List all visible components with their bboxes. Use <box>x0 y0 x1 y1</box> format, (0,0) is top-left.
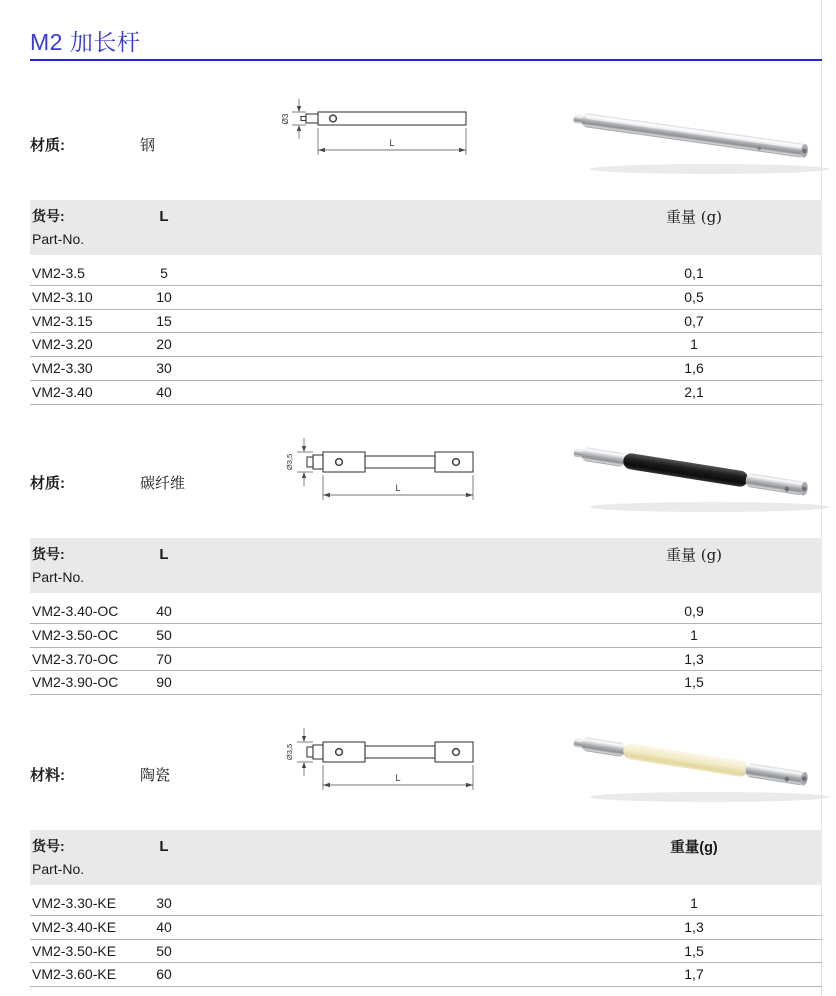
arrow <box>323 783 330 787</box>
header-length: L <box>159 838 169 855</box>
product-photo-ceramic-rod <box>560 715 836 815</box>
weight-cell: 0,5 <box>684 288 704 305</box>
header-weight: 重量 (g) <box>665 208 723 226</box>
arrow <box>302 762 306 768</box>
weight-cell: 1,7 <box>684 966 704 983</box>
table-row <box>30 624 822 648</box>
arrow <box>297 125 301 131</box>
rod-outline <box>301 112 466 125</box>
length-cell: 70 <box>156 650 172 667</box>
table-row <box>30 940 822 964</box>
part-number-cell: VM2-3.60-KE <box>32 966 117 983</box>
length-cell: 40 <box>156 383 172 400</box>
part-number-cell: VM2-3.30-KE <box>32 895 117 911</box>
table-row <box>30 310 822 334</box>
carbon-rod-image <box>573 444 809 497</box>
material-key: 材质: <box>30 137 65 154</box>
part-number-cell: VM2-3.50-KE <box>32 942 117 959</box>
arrow <box>318 148 325 152</box>
arrow <box>302 736 306 742</box>
arrow <box>302 446 306 452</box>
table-row <box>30 963 822 987</box>
steel-rod-image <box>573 112 809 159</box>
shadow <box>590 164 830 174</box>
length-label: L <box>395 773 401 783</box>
material-value: 陶瓷 <box>140 767 171 784</box>
diameter-dimension <box>292 99 306 139</box>
diameter-dimension <box>297 438 313 486</box>
technical-drawing-carbon-rod <box>283 432 483 514</box>
length-cell: 90 <box>156 674 172 691</box>
length-cell: 20 <box>156 336 172 353</box>
table-row <box>30 262 822 286</box>
arrow <box>323 493 330 497</box>
material-label-ceramic <box>30 764 290 784</box>
length-cell: 30 <box>156 895 172 911</box>
weight-cell: 1,3 <box>684 650 704 667</box>
header-weight: 重量(g) <box>670 840 718 856</box>
material-key: 材料: <box>30 767 65 784</box>
table-row <box>30 600 822 624</box>
diameter-label: Ø3,5 <box>285 743 294 761</box>
technical-drawing-ceramic-rod <box>283 722 483 804</box>
material-key: 材质: <box>30 475 65 492</box>
header-part-no-cn: 货号: <box>32 546 65 562</box>
length-cell: 15 <box>156 312 172 329</box>
length-cell: 50 <box>156 942 172 959</box>
part-number-cell: VM2-3.10 <box>32 288 93 305</box>
table-row <box>30 892 822 916</box>
rod-outline <box>307 742 473 762</box>
table-row <box>30 648 822 672</box>
material-label-carbon <box>30 472 290 492</box>
part-number-cell: VM2-3.70-OC <box>32 650 119 667</box>
arrow <box>297 106 301 112</box>
technical-drawing-steel-rod <box>278 92 478 167</box>
header-part-no-en: Part-No. <box>32 861 85 877</box>
shadow <box>590 502 830 512</box>
header-part-no-cn: 货号: <box>32 208 65 224</box>
table-row <box>30 916 822 940</box>
part-number-cell: VM2-3.50-OC <box>32 626 119 643</box>
material-value: 碳纤维 <box>140 475 186 492</box>
part-number-cell: VM2-3.40-OC <box>32 603 119 619</box>
table-row <box>30 286 822 310</box>
weight-cell: 1,6 <box>684 360 704 377</box>
weight-cell: 1,3 <box>684 918 704 935</box>
diameter-label: Ø3,5 <box>285 453 294 471</box>
product-photo-steel-rod <box>560 92 836 187</box>
table-header <box>30 830 822 885</box>
product-photo-carbon-rod <box>560 425 836 525</box>
arrow <box>302 472 306 478</box>
table-row <box>30 381 822 405</box>
length-cell: 5 <box>160 265 168 281</box>
length-cell: 50 <box>156 626 172 643</box>
weight-cell: 1 <box>690 626 698 643</box>
table-row <box>30 671 822 695</box>
part-number-cell: VM2-3.30 <box>32 360 93 377</box>
ceramic-rod-image <box>573 734 809 787</box>
header-part-no-en: Part-No. <box>32 231 85 247</box>
page-title: M2 加长杆 <box>30 29 141 55</box>
weight-cell: 0,7 <box>684 312 704 329</box>
part-number-cell: VM2-3.40 <box>32 383 93 400</box>
length-cell: 30 <box>156 360 172 377</box>
length-cell: 10 <box>156 288 172 305</box>
length-label: L <box>389 138 395 148</box>
length-cell: 40 <box>156 603 172 619</box>
table-row <box>30 357 822 381</box>
weight-cell: 1,5 <box>684 942 704 959</box>
length-cell: 40 <box>156 918 172 935</box>
arrow <box>466 783 473 787</box>
part-number-cell: VM2-3.90-OC <box>32 674 119 691</box>
table-header <box>30 200 822 255</box>
part-number-cell: VM2-3.40-KE <box>32 918 117 935</box>
table-header <box>30 538 822 593</box>
material-value: 钢 <box>140 137 156 154</box>
weight-cell: 1,5 <box>684 674 704 691</box>
arrow <box>466 493 473 497</box>
header-length: L <box>159 208 169 225</box>
rod-outline <box>307 452 473 472</box>
material-label-steel <box>30 134 290 154</box>
header-part-no-en: Part-No. <box>32 569 85 585</box>
length-label: L <box>395 483 401 493</box>
header-weight: 重量 (g) <box>665 546 723 564</box>
table-body <box>30 892 822 987</box>
part-number-cell: VM2-3.5 <box>32 265 85 281</box>
header-part-no-cn: 货号: <box>32 838 65 854</box>
header-length: L <box>159 546 169 563</box>
part-number-cell: VM2-3.15 <box>32 312 93 329</box>
table-body <box>30 600 822 695</box>
table-row <box>30 333 822 357</box>
diameter-dimension <box>297 728 313 776</box>
weight-cell: 0,1 <box>684 265 704 281</box>
arrow <box>459 148 466 152</box>
title-underline <box>30 59 822 61</box>
table-body <box>30 262 822 405</box>
weight-cell: 1 <box>690 336 698 353</box>
weight-cell: 2,1 <box>684 383 704 400</box>
part-number-cell: VM2-3.20 <box>32 336 93 353</box>
shadow <box>590 792 830 802</box>
length-cell: 60 <box>156 966 172 983</box>
diameter-label: Ø3 <box>281 113 290 125</box>
weight-cell: 0,9 <box>684 603 704 619</box>
weight-cell: 1 <box>690 895 698 911</box>
